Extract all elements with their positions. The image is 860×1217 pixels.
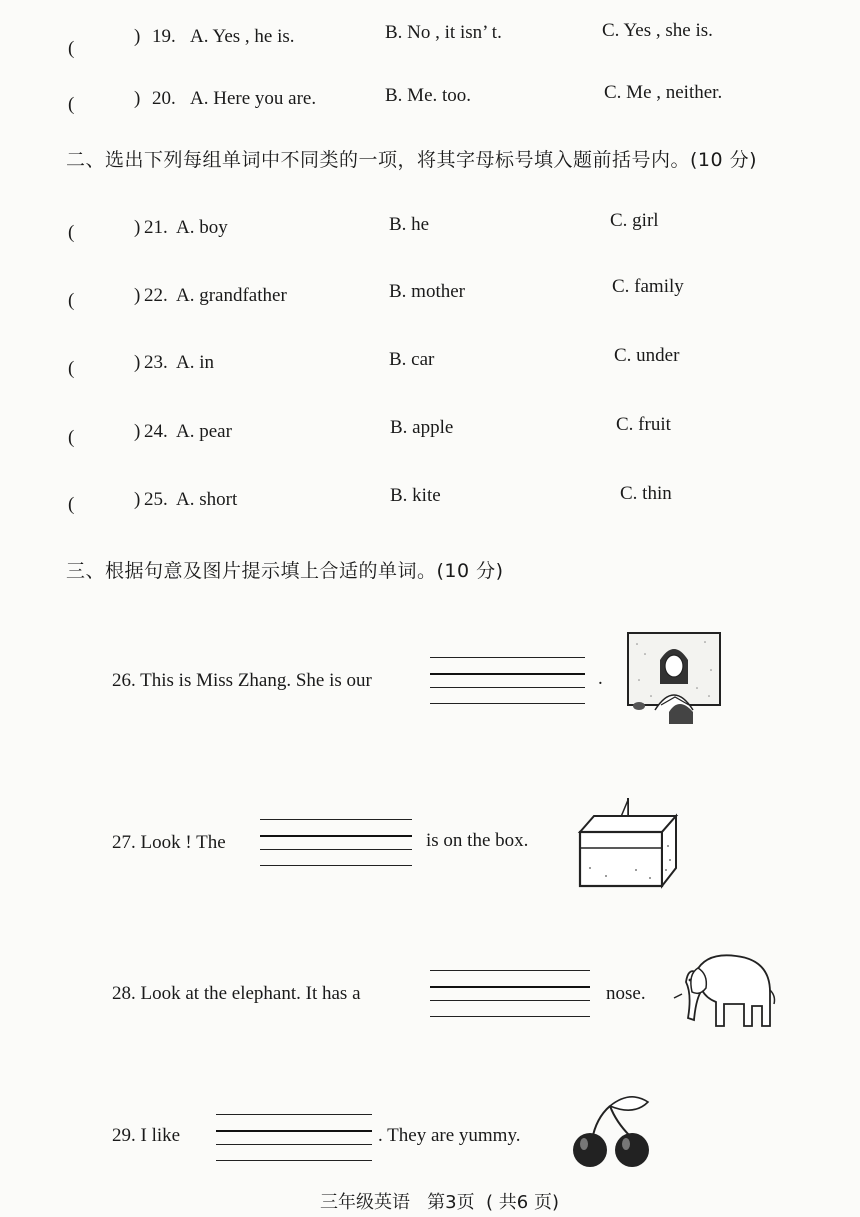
question-27-text: 27. Look ! The <box>112 832 226 853</box>
teacher-picture <box>625 630 723 728</box>
option-a: A. pear <box>176 421 232 442</box>
answer-blank-28[interactable] <box>430 968 590 1018</box>
option-c: C. Me , neither. <box>604 82 723 103</box>
option-b: B. No , it isn’ t. <box>385 22 502 43</box>
elephant-picture <box>668 950 778 1032</box>
answer-paren-close: ) <box>134 421 141 442</box>
option-c: C. Yes , she is. <box>602 20 713 41</box>
answer-blank-29[interactable] <box>216 1112 372 1162</box>
option-a: A. boy <box>176 217 228 238</box>
answer-paren-close: ) <box>134 88 141 109</box>
question-29-text: 29. I like <box>112 1125 181 1146</box>
option-b: B. kite <box>390 485 441 506</box>
question-26-text: 26. This is Miss Zhang. She is our <box>112 670 372 691</box>
question-number: 25. <box>144 489 168 510</box>
option-b: B. Me. too. <box>385 85 472 106</box>
answer-paren-open: ( <box>68 494 75 515</box>
question-26-end: . <box>598 668 603 689</box>
answer-paren-open: ( <box>68 358 75 379</box>
option-c: C. fruit <box>616 414 671 435</box>
cherries-picture <box>570 1092 658 1174</box>
answer-paren-close: ) <box>134 285 141 306</box>
answer-paren-open: ( <box>68 222 75 243</box>
question-number: 20. <box>152 88 176 109</box>
answer-paren-open: ( <box>68 38 75 59</box>
question-number: 24. <box>144 421 168 442</box>
question-29-end: . They are yummy. <box>378 1125 521 1146</box>
answer-paren-open: ( <box>68 94 75 115</box>
question-number: 19. <box>152 26 176 47</box>
answer-paren-close: ) <box>134 26 141 47</box>
question-28-end: nose. <box>606 983 646 1004</box>
option-a: A. short <box>176 489 238 510</box>
answer-blank-27[interactable] <box>260 817 412 867</box>
option-a: A. grandfather <box>176 285 287 306</box>
answer-paren-close: ) <box>134 489 141 510</box>
answer-paren-close: ) <box>134 217 141 238</box>
section-2-title: 二、选出下列每组单词中不同类的一项，将其字母标号填入题前括号内。(10 分) <box>66 149 758 171</box>
option-b: B. mother <box>389 281 465 302</box>
answer-paren-open: ( <box>68 290 75 311</box>
option-c: C. under <box>614 345 680 366</box>
question-number: 23. <box>144 352 168 373</box>
question-27-end: is on the box. <box>426 830 529 851</box>
option-a: A. Here you are. <box>190 88 317 109</box>
option-a: A. in <box>176 352 214 373</box>
option-c: C. family <box>612 276 684 297</box>
question-number: 21. <box>144 217 168 238</box>
answer-blank-26[interactable] <box>430 655 585 705</box>
boat-on-box-picture <box>576 790 680 892</box>
option-b: B. apple <box>390 417 454 438</box>
option-c: C. thin <box>620 483 672 504</box>
option-a: A. Yes , he is. <box>190 26 295 47</box>
section-3-title: 三、根据句意及图片提示填上合适的单词。(10 分) <box>66 560 504 582</box>
answer-paren-open: ( <box>68 427 75 448</box>
answer-paren-close: ) <box>134 352 141 373</box>
option-c: C. girl <box>610 210 659 231</box>
option-b: B. he <box>389 214 430 235</box>
question-28-text: 28. Look at the elephant. It has a <box>112 983 361 1004</box>
option-b: B. car <box>389 349 435 370</box>
question-number: 22. <box>144 285 168 306</box>
page-footer: 三年级英语 第3页 ( 共6 页) <box>320 1192 560 1213</box>
